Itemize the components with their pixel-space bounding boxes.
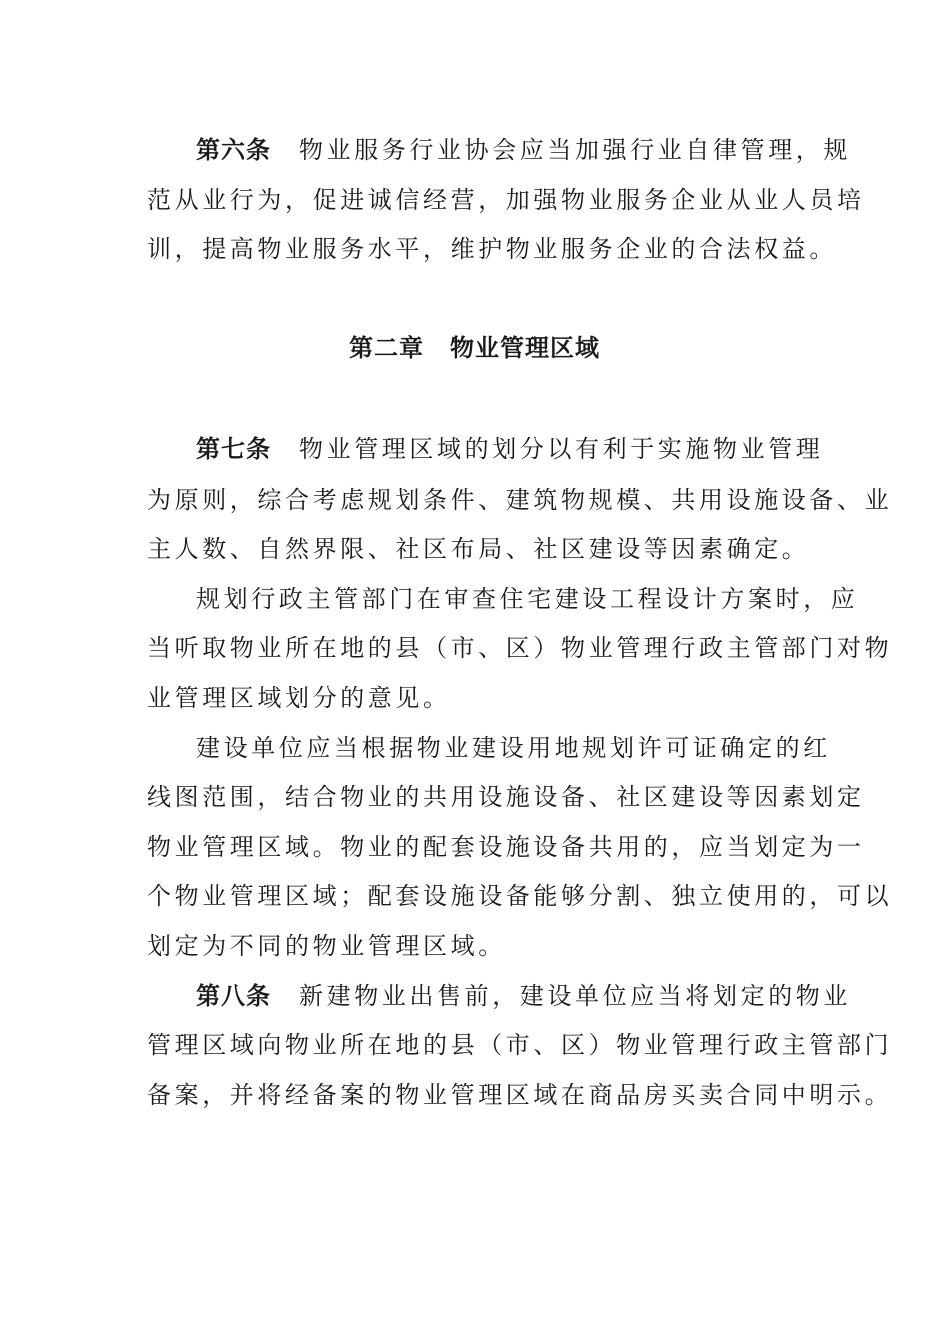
article-7-para3-line: 划定为不同的物业管理区域。 [147,932,506,960]
article-7-text: 物业管理区域的划分以有利于实施物业管理 [299,435,824,463]
chapter-heading [349,334,600,362]
article-7-para3-line: 建设单位应当根据物业建设用地规划许可证确定的红 [196,734,831,762]
article-8-first-line [196,982,851,1010]
chapter-number: 第二章 [349,334,424,362]
article-6-text: 物业服务行业协会应当加强行业自律管理，规 [299,136,851,164]
article-7-label: 第七条 [196,435,271,463]
article-7-para2-line: 规划行政主管部门在审查住宅建设工程设计方案时，应 [196,585,859,613]
article-7-first-line [196,435,823,463]
article-7-para2-line: 当听取物业所在地的县（市、区）物业管理行政主管部门对物 [147,634,893,662]
chapter-title: 物业管理区域 [450,334,600,362]
article-8-line: 备案，并将经备案的物业管理区域在商品房买卖合同中明示。 [147,1081,893,1109]
article-6-first-line [196,136,851,164]
article-7-para3-line: 个物业管理区域；配套设施设备能够分割、独立使用的，可以 [147,882,893,910]
article-6-label: 第六条 [196,136,271,164]
article-7-line: 主人数、自然界限、社区布局、社区建设等因素确定。 [147,535,810,563]
article-7-line: 为原则，综合考虑规划条件、建筑物规模、共用设施设备、业 [147,486,893,514]
article-7-para3-line: 物业管理区域。物业的配套设施设备共用的，应当划定为一 [147,833,865,861]
article-8-text: 新建物业出售前，建设单位应当将划定的物业 [299,982,851,1010]
article-6-line: 训，提高物业服务水平，维护物业服务企业的合法权益。 [147,235,837,263]
article-8-label: 第八条 [196,982,271,1010]
article-8-line: 管理区域向物业所在地的县（市、区）物业管理行政主管部门 [147,1031,893,1059]
article-7-para2-line: 业管理区域划分的意见。 [147,684,451,712]
article-7-para3-line: 线图范围，结合物业的共用设施设备、社区建设等因素划定 [147,783,865,811]
article-6-line: 范从业行为，促进诚信经营，加强物业服务企业从业人员培 [147,186,865,214]
